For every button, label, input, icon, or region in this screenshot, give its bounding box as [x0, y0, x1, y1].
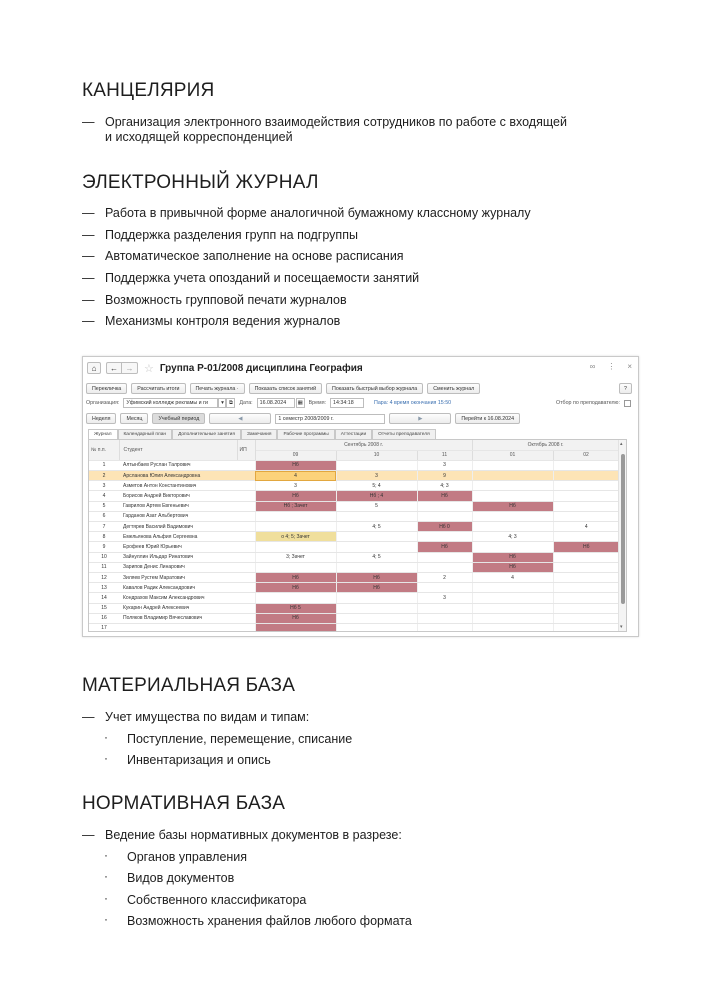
grade-cell[interactable] [472, 613, 553, 623]
tab-remarks[interactable]: Замечания [241, 429, 277, 439]
grade-cell[interactable]: 5; 4 [336, 481, 417, 491]
bullet-text: Организация электронного взаимодействия сотрудников по работе с входящей [105, 115, 567, 129]
grade-cell[interactable] [472, 481, 553, 491]
grade-cell[interactable]: 3 [255, 481, 336, 491]
sub-bullet-text: Поступление, перемещение, списание [127, 732, 353, 746]
grade-cell[interactable] [255, 522, 336, 532]
org-open-button[interactable] [226, 398, 235, 408]
grade-cell[interactable] [472, 542, 553, 552]
table-row[interactable] [89, 603, 619, 613]
next-period-button[interactable] [389, 413, 451, 424]
grade-cell[interactable] [255, 511, 336, 521]
grade-cell[interactable] [255, 623, 336, 632]
grade-cell[interactable] [553, 491, 619, 501]
grade-cell[interactable] [417, 532, 472, 542]
ip-cell[interactable] [237, 562, 255, 572]
col-header-day[interactable]: 02 [553, 450, 619, 460]
grade-cell[interactable]: Нб [336, 583, 417, 593]
row-num: 9 [89, 542, 119, 552]
ip-cell[interactable] [237, 583, 255, 593]
table-row-selected[interactable] [89, 471, 619, 481]
grade-cell[interactable] [553, 562, 619, 572]
vertical-scrollbar[interactable] [618, 440, 626, 631]
sub-bullet-text: Инвентаризация и опись [127, 753, 271, 767]
table-row[interactable] [89, 562, 619, 572]
tab-bar [88, 429, 436, 439]
tab-teacher-reports[interactable]: Отчеты преподавателя [372, 429, 436, 439]
grade-cell-selected[interactable]: 4 [255, 471, 336, 481]
tab-attestations[interactable]: Аттестации [335, 429, 372, 439]
ip-cell[interactable] [237, 623, 255, 632]
dash-icon: — [82, 249, 95, 263]
grade-cell[interactable] [336, 593, 417, 603]
sub-bullet-text: Органов управления [127, 850, 248, 864]
col-header-month-october: Октябрь 2008 г. [472, 440, 619, 450]
dot-icon: · [104, 869, 108, 883]
grade-cell[interactable] [553, 511, 619, 521]
dot-icon: · [104, 730, 108, 744]
student-name[interactable]: Поляков Владимир Вячеславович [119, 613, 237, 623]
dash-icon: — [82, 293, 95, 307]
row-num: 6 [89, 511, 119, 521]
grade-cell[interactable]: 4; 5 [336, 552, 417, 562]
grade-cell[interactable] [417, 603, 472, 613]
grade-cell[interactable] [417, 552, 472, 562]
grade-cell[interactable]: 3 [417, 593, 472, 603]
favorite-star-icon[interactable]: ☆ [144, 362, 154, 375]
row-num: 10 [89, 552, 119, 562]
grade-cell[interactable] [255, 593, 336, 603]
student-name[interactable]: Зарипов Денис Линарович [119, 562, 237, 572]
grade-cell[interactable] [417, 583, 472, 593]
row-num: 4 [89, 491, 119, 501]
bullet-text-cont: и исходящей корреспонденцией [105, 130, 293, 144]
grade-cell[interactable] [336, 623, 417, 632]
week-button[interactable]: Неделя [86, 413, 116, 424]
sub-bullet-text: Видов документов [127, 871, 235, 885]
row-num: 16 [89, 613, 119, 623]
grade-cell[interactable]: 4; 5 [336, 522, 417, 532]
col-header-day[interactable]: 09 [255, 450, 336, 460]
student-name[interactable]: Алтынбаев Руслан Талрович [119, 460, 237, 470]
history-nav [106, 362, 138, 374]
row-num: 2 [89, 471, 119, 481]
row-num: 1 [89, 460, 119, 470]
roll-call-button[interactable]: Перекличка [86, 383, 127, 394]
table-row[interactable] [89, 460, 619, 470]
grade-cell[interactable] [472, 511, 553, 521]
student-name[interactable]: Гаврилов Артем Евгеньевич [119, 501, 237, 511]
scrollbar-thumb[interactable] [621, 454, 625, 604]
table-row[interactable] [89, 552, 619, 562]
arrow-left-icon: ← [110, 363, 118, 373]
col-header-num[interactable]: № п.п. [89, 440, 119, 460]
grade-cell[interactable]: Нб [472, 501, 553, 511]
row-num: 17 [89, 623, 119, 632]
ip-cell[interactable] [237, 603, 255, 613]
student-name[interactable]: Зиляев Рустем Маратович [119, 572, 237, 582]
grade-cell[interactable] [472, 460, 553, 470]
grade-cell[interactable] [472, 471, 553, 481]
grade-cell[interactable] [417, 562, 472, 572]
arrow-right-icon: → [125, 363, 134, 373]
row-num: 12 [89, 572, 119, 582]
org-label: Организация: [86, 400, 120, 406]
grade-cell[interactable]: Нб [255, 460, 336, 470]
ip-cell[interactable] [237, 593, 255, 603]
sub-bullet-text: Возможность хранения файлов любого формата [127, 914, 412, 928]
grade-cell[interactable]: Нб [336, 572, 417, 582]
grade-cell[interactable]: 5 [336, 501, 417, 511]
grade-cell[interactable] [336, 460, 417, 470]
grade-cell[interactable] [255, 562, 336, 572]
row-num: 5 [89, 501, 119, 511]
toolbar [86, 383, 635, 394]
grade-cell[interactable] [553, 603, 619, 613]
grade-cell[interactable] [336, 613, 417, 623]
scroll-down-icon[interactable]: ▾ [620, 624, 623, 630]
grades-table [89, 440, 620, 632]
grade-cell[interactable]: 4; 3 [472, 532, 553, 542]
org-dropdown-button[interactable] [218, 398, 226, 408]
grade-cell[interactable] [417, 613, 472, 623]
date-label: Дата: [239, 400, 253, 406]
ip-cell[interactable] [237, 511, 255, 521]
dot-icon: · [104, 751, 108, 765]
grade-cell[interactable] [472, 491, 553, 501]
grade-cell[interactable]: Нб [255, 572, 336, 582]
row-num: 3 [89, 481, 119, 491]
grade-cell[interactable] [553, 583, 619, 593]
section-title-journal: ЭЛЕКТРОННЫЙ ЖУРНАЛ [82, 172, 319, 193]
quick-select-journal-button[interactable]: Показать быстрый выбор журнала [326, 383, 423, 394]
student-name[interactable]: Кондрахов Максим Александрович [119, 593, 237, 603]
grade-cell[interactable] [417, 623, 472, 632]
row-num: 14 [89, 593, 119, 603]
table-row[interactable] [89, 491, 619, 501]
teacher-filter-checkbox[interactable] [624, 400, 631, 407]
ip-cell[interactable] [237, 471, 255, 481]
row-num: 11 [89, 562, 119, 572]
section-title-office: КАНЦЕЛЯРИЯ [82, 80, 215, 101]
grade-cell[interactable]: Нб [255, 583, 336, 593]
ip-cell[interactable] [237, 552, 255, 562]
row-num: 13 [89, 583, 119, 593]
change-journal-button[interactable]: Сменить журнал [427, 383, 480, 394]
grade-cell[interactable] [472, 603, 553, 613]
date-field[interactable]: 16.08.2024 [257, 398, 295, 408]
row-num: 15 [89, 603, 119, 613]
col-header-month-september: Сентябрь 2008 г. [255, 440, 472, 450]
grade-cell[interactable] [553, 623, 619, 632]
ip-cell[interactable] [237, 613, 255, 623]
time-label: Время: [308, 400, 327, 406]
grade-cell[interactable]: Нб [417, 542, 472, 552]
col-header-student[interactable]: Студент [119, 440, 237, 460]
close-icon[interactable]: × [627, 362, 632, 371]
dash-icon: — [82, 710, 95, 724]
grade-cell[interactable] [255, 542, 336, 552]
bullet-text: Ведение базы нормативных документов в разрезе: [105, 828, 402, 842]
dot-icon: · [104, 848, 108, 862]
tab-journal[interactable]: Журнал [88, 429, 118, 439]
dash-icon: — [82, 271, 95, 285]
grade-cell[interactable]: Нб [553, 542, 619, 552]
grade-cell[interactable]: 3 [417, 460, 472, 470]
grade-cell[interactable] [336, 542, 417, 552]
table-row[interactable] [89, 583, 619, 593]
time-field[interactable]: 14:34:18 [330, 398, 364, 408]
month-button[interactable]: Месяц [120, 413, 148, 424]
student-name[interactable]: Борисов Андрей Викторович [119, 491, 237, 501]
study-period-button[interactable]: Учебный период [152, 413, 205, 424]
pair-info-link[interactable]: Пара: 4 время окончания 15:50 [374, 400, 452, 406]
goto-date-button[interactable]: Перейти к 16.08.2024 [455, 413, 520, 424]
sub-bullet-text: Собственного классификатора [127, 893, 307, 907]
row-num: 7 [89, 522, 119, 532]
bullet-text: Возможность групповой печати журналов [105, 293, 347, 307]
student-name[interactable]: Кукарин Андрей Алексеевич [119, 603, 237, 613]
grade-cell[interactable]: Нб [417, 491, 472, 501]
forward-button[interactable] [122, 362, 138, 374]
table-row[interactable] [89, 532, 619, 542]
show-lessons-button[interactable]: Показать список занятий [249, 383, 322, 394]
ip-cell[interactable] [237, 460, 255, 470]
grade-cell[interactable] [472, 623, 553, 632]
grade-cell[interactable]: 4 [553, 522, 619, 532]
home-icon: ⌂ [91, 363, 97, 373]
grade-cell[interactable] [336, 562, 417, 572]
prev-period-button[interactable] [209, 413, 271, 424]
grade-cell[interactable] [553, 532, 619, 542]
ip-cell[interactable] [237, 491, 255, 501]
grade-cell[interactable]: о 4; 5; Зачет [255, 532, 336, 542]
table-row[interactable] [89, 542, 619, 552]
home-button[interactable] [87, 362, 101, 374]
bullet-text: Учет имущества по видам и типам: [105, 710, 310, 724]
window-controls [590, 362, 632, 371]
student-name[interactable]: Гарданов Азат Альбертович [119, 511, 237, 521]
more-icon[interactable]: ⋮ [607, 362, 616, 371]
back-button[interactable] [106, 362, 122, 374]
grade-cell[interactable] [553, 501, 619, 511]
grade-cell[interactable] [417, 511, 472, 521]
bullet-text: Поддержка разделения групп на подгруппы [105, 228, 358, 242]
grade-cell[interactable]: Нб ; Зачет [255, 501, 336, 511]
row-num: 8 [89, 532, 119, 542]
col-header-ip[interactable]: ИП [237, 440, 255, 460]
arrow-left-icon: ◀ [238, 415, 243, 422]
grade-cell[interactable]: Нб 0 [417, 522, 472, 532]
col-header-day[interactable]: 11 [417, 450, 472, 460]
student-name[interactable]: Арсланова Юлия Александровна [119, 471, 237, 481]
section-title-material: МАТЕРИАЛЬНАЯ БАЗА [82, 675, 296, 696]
grade-cell[interactable]: Нб [472, 552, 553, 562]
grade-cell[interactable] [553, 613, 619, 623]
period-field[interactable]: 1 семестр 2008/2009 г. [275, 414, 385, 424]
table-row-partial[interactable] [89, 623, 619, 632]
filter-row [86, 398, 635, 408]
arrow-right-icon: ▶ [418, 415, 423, 422]
window-titlebar [83, 357, 638, 379]
print-journal-button[interactable]: Печать журнала · [190, 383, 245, 394]
grade-cell[interactable]: 9 [417, 471, 472, 481]
dot-icon: · [104, 912, 108, 926]
dot-icon: · [104, 891, 108, 905]
grade-cell[interactable] [553, 552, 619, 562]
table-row[interactable] [89, 613, 619, 623]
org-field[interactable]: Уфимский колледж рекламы и ги [123, 398, 218, 408]
dash-icon: — [82, 828, 95, 842]
student-name[interactable]: Азметов Антон Константинович [119, 481, 237, 491]
chevron-down-icon: ▾ [221, 400, 224, 406]
student-name[interactable] [119, 623, 237, 632]
tab-extra-lessons[interactable]: Дополнительные занятия [172, 429, 241, 439]
dash-icon: — [82, 206, 95, 220]
calendar-button[interactable] [296, 398, 305, 408]
ip-cell[interactable] [237, 501, 255, 511]
help-button[interactable]: ? [619, 383, 632, 394]
bullet-text: Поддержка учета опозданий и посещаемости занятий [105, 271, 420, 285]
grade-cell[interactable] [553, 460, 619, 470]
calculate-totals-button[interactable]: Рассчитать итоги [131, 383, 185, 394]
grade-cell[interactable]: Нб [472, 562, 553, 572]
grade-cell[interactable]: 3; Зачет [255, 552, 336, 562]
grade-cell[interactable] [336, 511, 417, 521]
teacher-filter-label: Отбор по преподавателю: [556, 400, 620, 406]
grade-cell[interactable] [336, 532, 417, 542]
table-row[interactable] [89, 572, 619, 582]
bullet-text: Механизмы контроля ведения журналов [105, 314, 341, 328]
ip-cell[interactable] [237, 542, 255, 552]
bullet-text: Работа в привычной форме аналогичной бумажному классному журналу [105, 206, 531, 220]
dash-icon: — [82, 115, 95, 129]
journal-app-screenshot [82, 356, 639, 637]
grade-cell-low[interactable]: 2 [417, 572, 472, 582]
grade-cell[interactable]: Нб [255, 491, 336, 501]
calendar-icon: ▦ [297, 400, 303, 406]
grade-cell[interactable] [553, 572, 619, 582]
student-name[interactable]: Зайнуллин Ильдар Ринатович [119, 552, 237, 562]
grade-cell[interactable] [336, 603, 417, 613]
grade-cell[interactable] [553, 481, 619, 491]
table-row[interactable] [89, 481, 619, 491]
col-header-day[interactable]: 01 [472, 450, 553, 460]
grade-cell[interactable]: 3 [336, 471, 417, 481]
table-row[interactable] [89, 501, 619, 511]
grade-cell[interactable]: Нб 5 [255, 603, 336, 613]
period-row [86, 413, 635, 424]
link-icon[interactable]: ∞ [589, 362, 596, 371]
table-row[interactable] [89, 593, 619, 603]
student-name[interactable]: Дегтярев Василий Вадимович [119, 522, 237, 532]
col-header-day[interactable]: 10 [336, 450, 417, 460]
dash-icon: — [82, 228, 95, 242]
grade-cell[interactable] [553, 471, 619, 481]
tab-work-programs[interactable]: Рабочие программы [277, 429, 334, 439]
table-row[interactable] [89, 522, 619, 532]
student-name[interactable]: Кавалов Радик Александрович [119, 583, 237, 593]
grade-cell[interactable] [472, 522, 553, 532]
grade-cell[interactable]: Нб [255, 613, 336, 623]
scroll-up-icon[interactable]: ▴ [620, 441, 623, 447]
grade-cell[interactable]: 4 [472, 572, 553, 582]
student-name[interactable]: Емельянова Альфия Сергеевна [119, 532, 237, 542]
grade-cell[interactable] [472, 583, 553, 593]
grade-cell[interactable] [553, 593, 619, 603]
grade-cell[interactable] [417, 501, 472, 511]
grade-cell[interactable]: 4; 3 [417, 481, 472, 491]
open-link-icon: ⧉ [229, 399, 233, 406]
ip-cell[interactable] [237, 481, 255, 491]
grade-cell[interactable] [472, 593, 553, 603]
tab-calendar-plan[interactable]: Календарный план [118, 429, 173, 439]
ip-cell[interactable] [237, 522, 255, 532]
section-title-normative: НОРМАТИВНАЯ БАЗА [82, 793, 286, 814]
bullet-text: Автоматическое заполнение на основе расписания [105, 249, 404, 263]
ip-cell[interactable] [237, 532, 255, 542]
table-row[interactable] [89, 511, 619, 521]
grade-cell[interactable]: Нб ; 4 [336, 491, 417, 501]
window-title: Группа Р-01/2008 дисциплина География [159, 362, 363, 374]
ip-cell[interactable] [237, 572, 255, 582]
journal-grid [88, 439, 627, 632]
student-name[interactable]: Ерофеев Юрий Юрьевич [119, 542, 237, 552]
dash-icon: — [82, 314, 95, 328]
